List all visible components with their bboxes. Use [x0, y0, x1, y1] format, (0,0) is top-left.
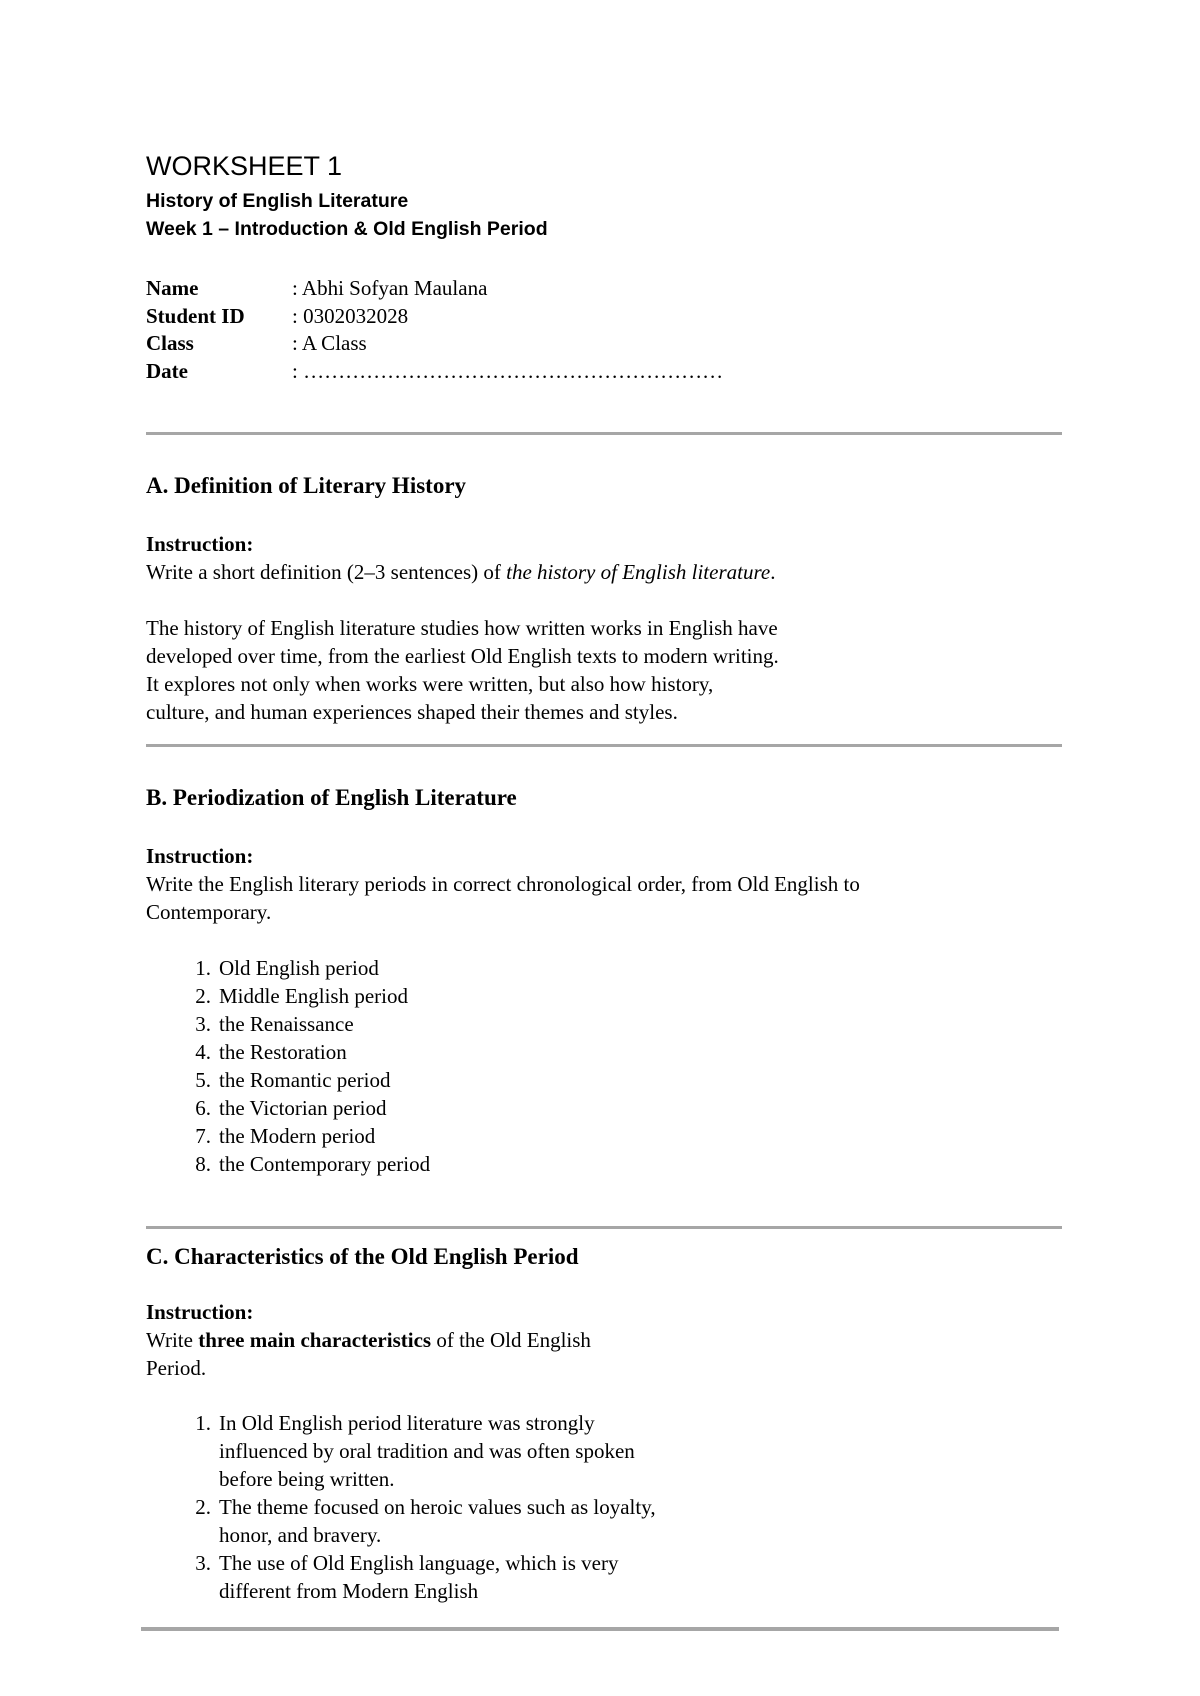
section-a-heading: A. Definition of Literary History	[146, 473, 467, 498]
list-item: 3. the Renaissance	[195, 1012, 354, 1036]
name-label: Name	[146, 276, 199, 300]
section-c-instruction-label: Instruction:	[146, 1300, 254, 1324]
section-b-instruction: Write the English literary periods in correct chronological order, from Old English to	[146, 872, 860, 896]
section-a-answer-line: developed over time, from the earliest Old English texts to modern writing.	[146, 644, 779, 668]
section-c-instruction: Write three main characteristics of the Old English	[146, 1328, 591, 1352]
section-a-answer-line: It explores not only when works were written, but also how history,	[146, 672, 714, 696]
section-a-instruction-label: Instruction:	[146, 532, 254, 556]
divider	[146, 744, 1062, 747]
section-c-heading: C. Characteristics of the Old English Period	[146, 1244, 579, 1269]
divider	[141, 1627, 1059, 1631]
list-item: 6. the Victorian period	[195, 1096, 387, 1120]
student-id-value: : 0302032028	[292, 304, 409, 328]
section-c-instruction: Period.	[146, 1356, 207, 1380]
course-title: History of English Literature	[146, 190, 409, 212]
section-b-instruction: Contemporary.	[146, 900, 272, 924]
class-value: : A Class	[292, 331, 367, 355]
divider	[146, 1226, 1062, 1229]
section-a-instruction: Write a short definition (2–3 sentences) of the history of English literature.	[146, 560, 776, 584]
worksheet-title: WORKSHEET 1	[146, 151, 343, 181]
list-item: 5. the Romantic period	[195, 1068, 391, 1092]
list-item: 1. In Old English period literature was strongly influenced by oral tradition and was often spoken before being written.	[195, 1411, 635, 1491]
list-item: 8. the Contemporary period	[195, 1152, 431, 1176]
week-title: Week 1 – Introduction & Old English Period	[146, 218, 548, 240]
list-item: 3. The use of Old English language, which is very different from Modern English	[195, 1551, 619, 1603]
section-a-answer-line: culture, and human experiences shaped their themes and styles.	[146, 700, 678, 724]
class-label: Class	[146, 331, 194, 355]
characteristics-list	[146, 1409, 1046, 1605]
divider	[146, 432, 1062, 435]
periods-list	[146, 954, 1046, 1178]
section-b-instruction-label: Instruction:	[146, 844, 254, 868]
section-b-heading: B. Periodization of English Literature	[146, 785, 517, 810]
date-value: : ……………………………………………………	[292, 359, 724, 383]
section-a-answer-line: The history of English literature studies how written works in English have	[146, 616, 778, 640]
list-item: 1. Old English period	[195, 956, 379, 980]
student-id-label: Student ID	[146, 304, 245, 328]
list-item: 4. the Restoration	[195, 1040, 347, 1064]
date-label: Date	[146, 359, 188, 383]
name-value: : Abhi Sofyan Maulana	[292, 276, 488, 300]
list-item: 2. Middle English period	[195, 984, 408, 1008]
list-item: 2. The theme focused on heroic values such as loyalty, honor, and bravery.	[195, 1495, 656, 1547]
list-item: 7. the Modern period	[195, 1124, 376, 1148]
